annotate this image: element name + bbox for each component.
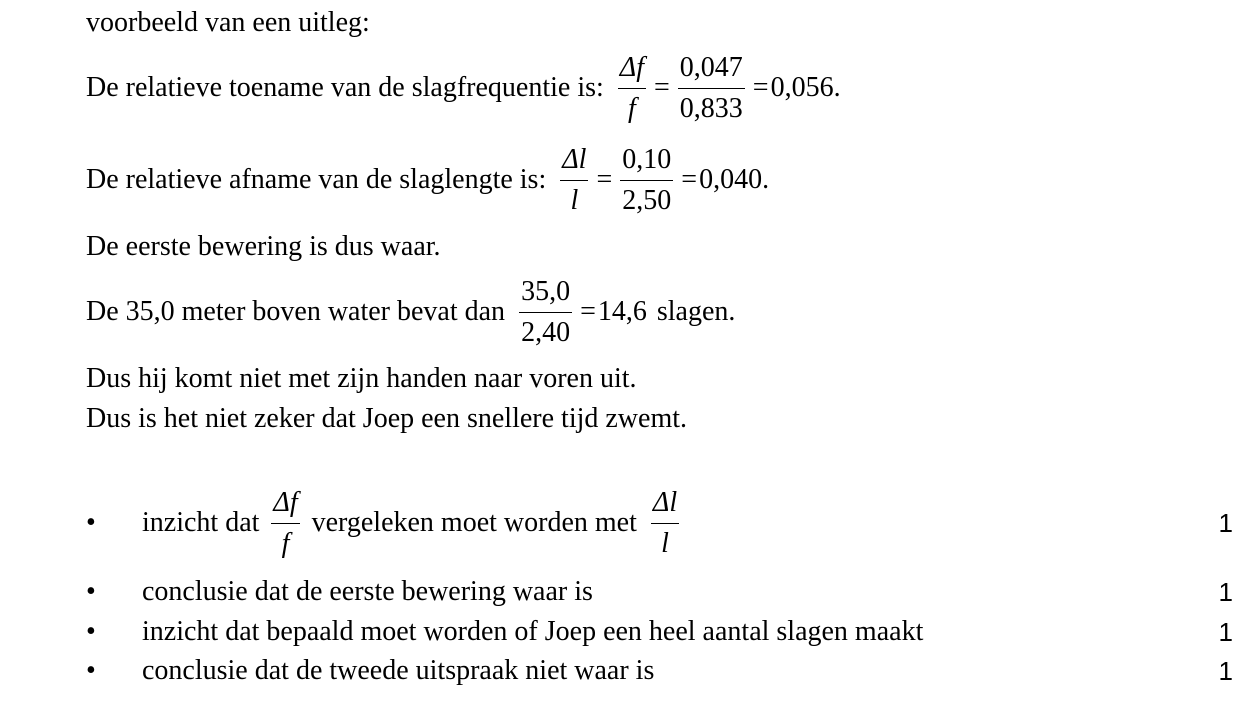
- bullet-icon: •: [86, 576, 96, 607]
- equals-sign: =: [681, 164, 698, 195]
- delta-l-over-l-fraction: [651, 483, 679, 564]
- conclusion-line: [86, 402, 687, 436]
- conclusion-text: Dus is het niet zeker dat Joep een snellere tijd zwemt.: [86, 403, 688, 434]
- fraction-denominator: l: [570, 184, 579, 216]
- hands-text: Dus hij komt niet met zijn handen naar voren uit.: [86, 363, 637, 394]
- fraction-denominator: f: [628, 92, 636, 124]
- intro-label: voorbeeld van een uitleg:: [86, 7, 370, 38]
- criterion-score: 1: [1218, 617, 1233, 647]
- length-value-fraction: [620, 140, 673, 221]
- fraction-numerator: Δf: [619, 51, 644, 83]
- strokes-suffix: slagen.: [656, 296, 736, 327]
- fraction-denominator: 2,50: [622, 184, 672, 216]
- delta-f-over-f-fraction: [618, 48, 646, 129]
- equals-sign: =: [752, 72, 769, 103]
- hands-line: [86, 362, 637, 396]
- fraction-numerator: Δl: [652, 486, 678, 518]
- first-claim-text: De eerste bewering is dus waar.: [86, 231, 441, 262]
- criterion-row: [86, 575, 1243, 609]
- criterion-text: inzicht dat: [142, 507, 260, 538]
- fraction-denominator: l: [661, 527, 669, 559]
- strokes-text: De 35,0 meter boven water bevat dan: [86, 296, 506, 327]
- fraction-numerator: 0,10: [622, 143, 672, 175]
- intro-text: [86, 6, 370, 40]
- criterion-score: 1: [1218, 656, 1233, 686]
- first-claim-line: [86, 230, 441, 264]
- criterion-row: [86, 478, 1243, 568]
- fraction-denominator: f: [281, 527, 290, 559]
- strokes-fraction: [519, 272, 572, 353]
- equals-sign: =: [596, 164, 613, 195]
- fraction-numerator: Δf: [273, 486, 298, 518]
- frequency-value-fraction: [678, 48, 745, 129]
- delta-f-over-f-fraction: [271, 483, 299, 564]
- criterion-text: inzicht dat bepaald moet worden of Joep een heel aantal slagen maakt: [142, 616, 924, 647]
- criterion-text: conclusie dat de tweede uitspraak niet waar is: [142, 655, 655, 686]
- bullet-icon: •: [86, 616, 96, 647]
- criterion-row: [86, 654, 1243, 688]
- frequency-increase-text: De relatieve toename van de slagfrequentie is:: [86, 72, 604, 103]
- criterion-score: 1: [1218, 508, 1233, 538]
- fraction-numerator: 35,0: [521, 275, 571, 307]
- fraction-numerator: 0,047: [679, 51, 743, 83]
- criterion-row: [86, 615, 1243, 649]
- criterion-score: 1: [1218, 577, 1233, 607]
- criterion-text: vergeleken moet worden met: [311, 507, 637, 538]
- equals-sign: =: [580, 296, 596, 327]
- fraction-denominator: 0,833: [679, 92, 743, 124]
- strokes-line: [86, 267, 735, 357]
- length-result: 0,040.: [699, 164, 770, 195]
- bullet-icon: •: [86, 507, 96, 538]
- equals-sign: =: [654, 72, 670, 103]
- frequency-result: 0,056.: [770, 72, 841, 103]
- length-decrease-text: De relatieve afname van de slaglengte is:: [86, 164, 547, 195]
- fraction-numerator: Δl: [562, 143, 587, 175]
- criterion-text: conclusie dat de eerste bewering waar is: [142, 576, 593, 607]
- frequency-increase-line: [86, 43, 841, 133]
- fraction-denominator: 2,40: [521, 316, 571, 348]
- length-decrease-line: [86, 135, 769, 225]
- bullet-icon: •: [86, 655, 96, 686]
- delta-l-over-l-fraction: [560, 140, 588, 221]
- strokes-result: 14,6: [597, 296, 647, 327]
